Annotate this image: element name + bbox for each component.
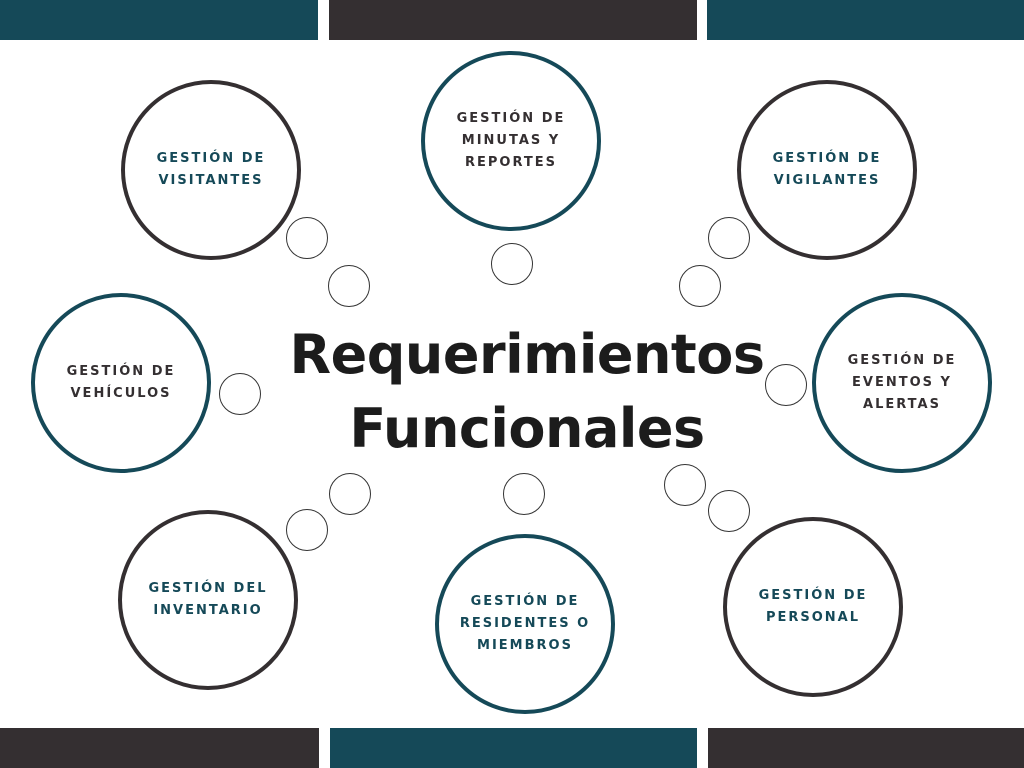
node-gestion-vigilantes — [737, 80, 917, 260]
connector-bubble-residentes — [503, 473, 545, 515]
node-label-eventos: GESTIÓN DE EVENTOS Y ALERTAS — [847, 353, 957, 412]
node-label-visitantes: GESTIÓN DE VISITANTES — [156, 151, 266, 188]
connector-bubble-inventario-1 — [329, 473, 371, 515]
connector-bubble-vigilantes-2 — [679, 265, 721, 307]
node-gestion-visitantes — [121, 80, 301, 260]
bottom-bar-right — [708, 728, 1024, 768]
connector-bubble-personal-1 — [664, 464, 706, 506]
diagram-title — [262, 318, 792, 466]
node-label-vehiculos: GESTIÓN DE VEHÍCULOS — [66, 364, 176, 401]
connector-bubble-vehiculos — [219, 373, 261, 415]
top-bar-right — [707, 0, 1024, 40]
bottom-bar-center — [330, 728, 697, 768]
node-gestion-residentes — [435, 534, 615, 714]
top-bar-left — [0, 0, 318, 40]
node-label-vigilantes: GESTIÓN DE VIGILANTES — [772, 151, 882, 188]
connector-bubble-personal-2 — [708, 490, 750, 532]
top-bar-center — [329, 0, 697, 40]
node-label-inventario: GESTIÓN DEL INVENTARIO — [148, 581, 268, 618]
node-gestion-minutas — [421, 51, 601, 231]
title-line-2: Funcionales — [349, 397, 705, 460]
node-gestion-inventario — [118, 510, 298, 690]
connector-bubble-inventario-2 — [286, 509, 328, 551]
node-label-residentes: GESTIÓN DE RESIDENTES O MIEMBROS — [459, 594, 591, 653]
node-label-personal: GESTIÓN DE PERSONAL — [758, 588, 868, 625]
connector-bubble-visitantes-1 — [286, 217, 328, 259]
node-gestion-vehiculos — [31, 293, 211, 473]
connector-bubble-minutas — [491, 243, 533, 285]
connector-bubble-visitantes-2 — [328, 265, 370, 307]
node-gestion-eventos — [812, 293, 992, 473]
node-label-minutas: GESTIÓN DE MINUTAS Y REPORTES — [456, 111, 566, 170]
node-gestion-personal — [723, 517, 903, 697]
bottom-bar-left — [0, 728, 319, 768]
connector-bubble-vigilantes-1 — [708, 217, 750, 259]
connector-bubble-eventos — [765, 364, 807, 406]
title-line-1: Requerimientos — [289, 323, 765, 386]
